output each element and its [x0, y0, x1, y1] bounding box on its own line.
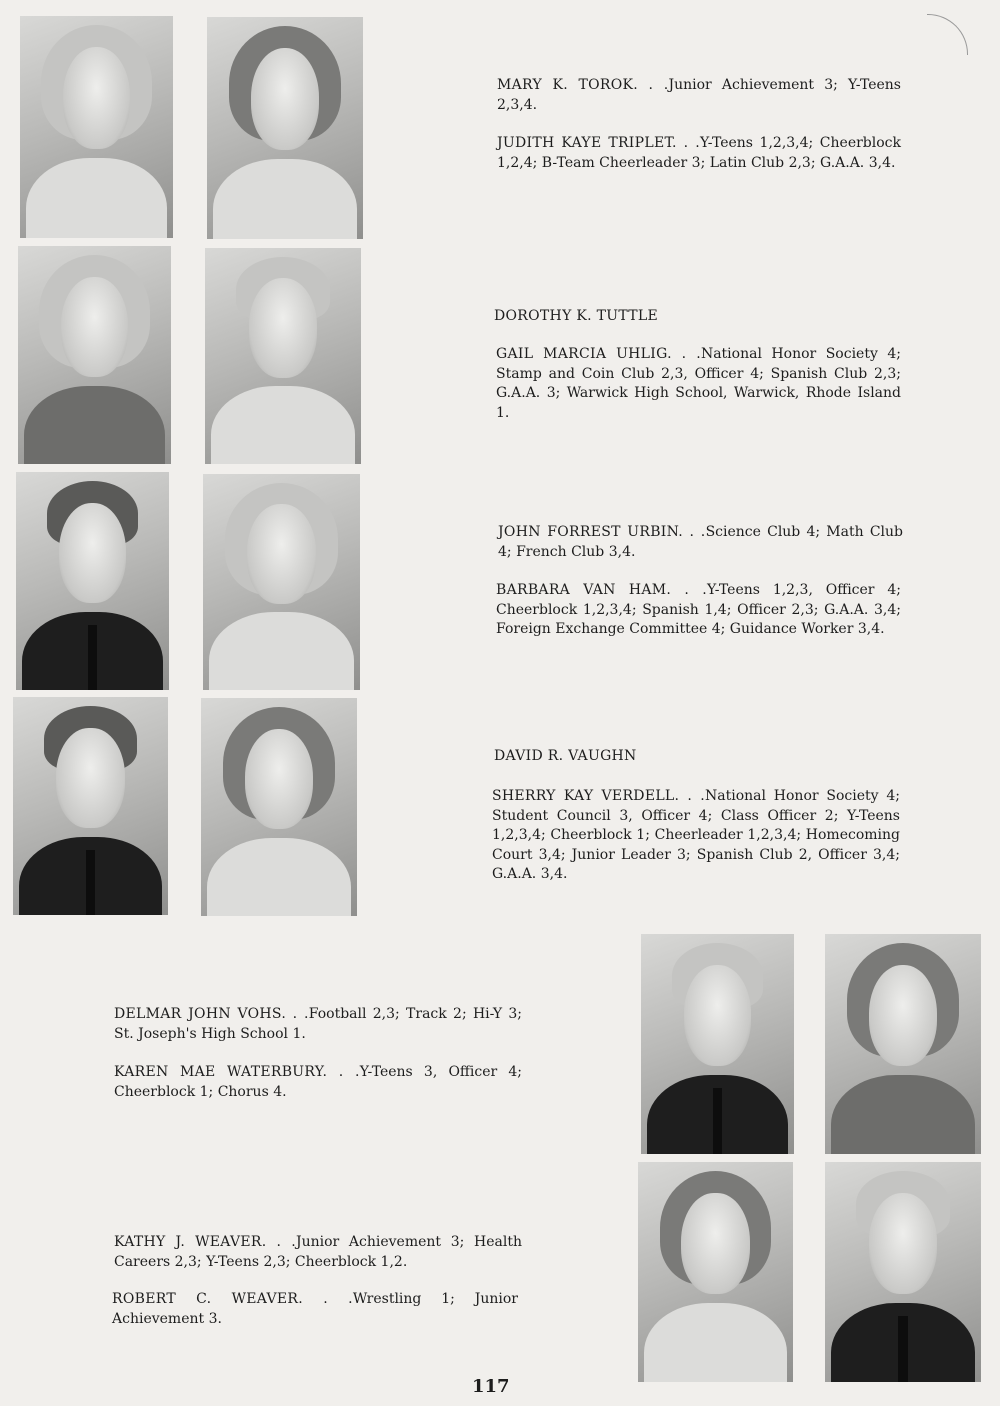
bio-activities: Y-Teens 1,2,3,4; Cheerblock 1,2,4; B-Team Cheerleader 3; Latin Club 2,3; G.A.A. 3,4.: [497, 135, 901, 171]
page-corner-mark: [927, 14, 968, 55]
bio-name: DAVID R. VAUGHN: [494, 748, 637, 764]
bio-activities: Wrestling 1; Junior Achievement 3.: [112, 1291, 518, 1327]
bio-name: BARBARA VAN HAM. . .: [496, 582, 707, 598]
bio-barbara-van-ham: [496, 581, 901, 640]
portrait-john-urbin: [16, 472, 169, 690]
portrait-david-vaughn: [13, 697, 168, 915]
bio-mary-torok: [497, 76, 901, 115]
bio-activities: Y-Teens 3, Officer 4; Cheerblock 1; Chorus 4.: [114, 1064, 522, 1100]
portrait-judith-triplet: [207, 17, 363, 239]
portrait-barbara-van-ham: [203, 474, 360, 690]
bio-judith-triplet: [497, 134, 901, 173]
bio-activities: Football 2,3; Track 2; Hi-Y 3; St. Joseph's High School 1.: [114, 1006, 522, 1042]
bio-name: GAIL MARCIA UHLIG. . .: [496, 346, 701, 362]
bio-robert-weaver: [112, 1290, 518, 1329]
bio-activities: Junior Achievement 3; Y-Teens 2,3,4.: [497, 77, 901, 113]
portrait-delmar-vohs: [641, 934, 794, 1154]
page-number: 117: [472, 1376, 510, 1397]
bio-name: SHERRY KAY VERDELL. . .: [492, 788, 706, 804]
bio-name: JUDITH KAYE TRIPLET. . .: [497, 135, 701, 151]
bio-activities: Junior Achievement 3; Health Careers 2,3; Y-Teens 2,3; Cheerblock 1,2.: [114, 1234, 522, 1270]
bio-delmar-vohs: [114, 1005, 522, 1044]
bio-name: KAREN MAE WATERBURY. . .: [114, 1064, 360, 1080]
bio-karen-waterbury: [114, 1063, 522, 1102]
bio-name: DOROTHY K. TUTTLE: [494, 308, 659, 324]
bio-activities: National Honor Society 4; Student Council 3, Officer 4; Class Officer 2; Y-Teens 1,2,3,4; Cheerblock 1; Cheerleader 1,2,3,4; Homecoming Court 3,4; Junior Leader 3; Spanish Club 2, Officer 3,4; G.A.A. 3,4.: [492, 788, 900, 882]
portrait-gail-uhlig: [205, 248, 361, 464]
bio-sherry-verdell: [492, 787, 900, 885]
bio-activities: Science Club 4; Math Club 4; French Club 3,4.: [498, 524, 903, 560]
bio-gail-uhlig: [496, 345, 901, 423]
bio-name: MARY K. TOROK. . .: [497, 77, 669, 93]
bio-activities: National Honor Society 4; Stamp and Coin Club 2,3, Officer 4; Spanish Club 2,3; G.A.A. 3; Warwick High School, Warwick, Rhode Island 1.: [496, 346, 901, 421]
portrait-kathy-weaver: [638, 1162, 793, 1382]
bio-name: DELMAR JOHN VOHS. . .: [114, 1006, 309, 1022]
bio-kathy-weaver: [114, 1233, 522, 1272]
bio-name: KATHY J. WEAVER. . .: [114, 1234, 296, 1250]
portrait-robert-weaver: [825, 1162, 981, 1382]
bio-activities: Y-Teens 1,2,3, Officer 4; Cheerblock 1,2,3,4; Spanish 1,4; Officer 2,3; G.A.A. 3,4; Foreign Exchange Committee 4; Guidance Worker 3,4.: [496, 582, 901, 637]
bio-david-vaughn: [494, 747, 898, 767]
bio-john-urbin: [498, 523, 903, 562]
bio-name: JOHN FORREST URBIN. . .: [498, 524, 706, 540]
portrait-sherry-verdell: [201, 698, 357, 916]
bio-dorothy-tuttle: [494, 307, 898, 327]
portrait-mary-torok: [20, 16, 173, 238]
portrait-karen-waterbury: [825, 934, 981, 1154]
portrait-dorothy-tuttle: [18, 246, 171, 464]
bio-name: ROBERT C. WEAVER. . .: [112, 1291, 353, 1307]
